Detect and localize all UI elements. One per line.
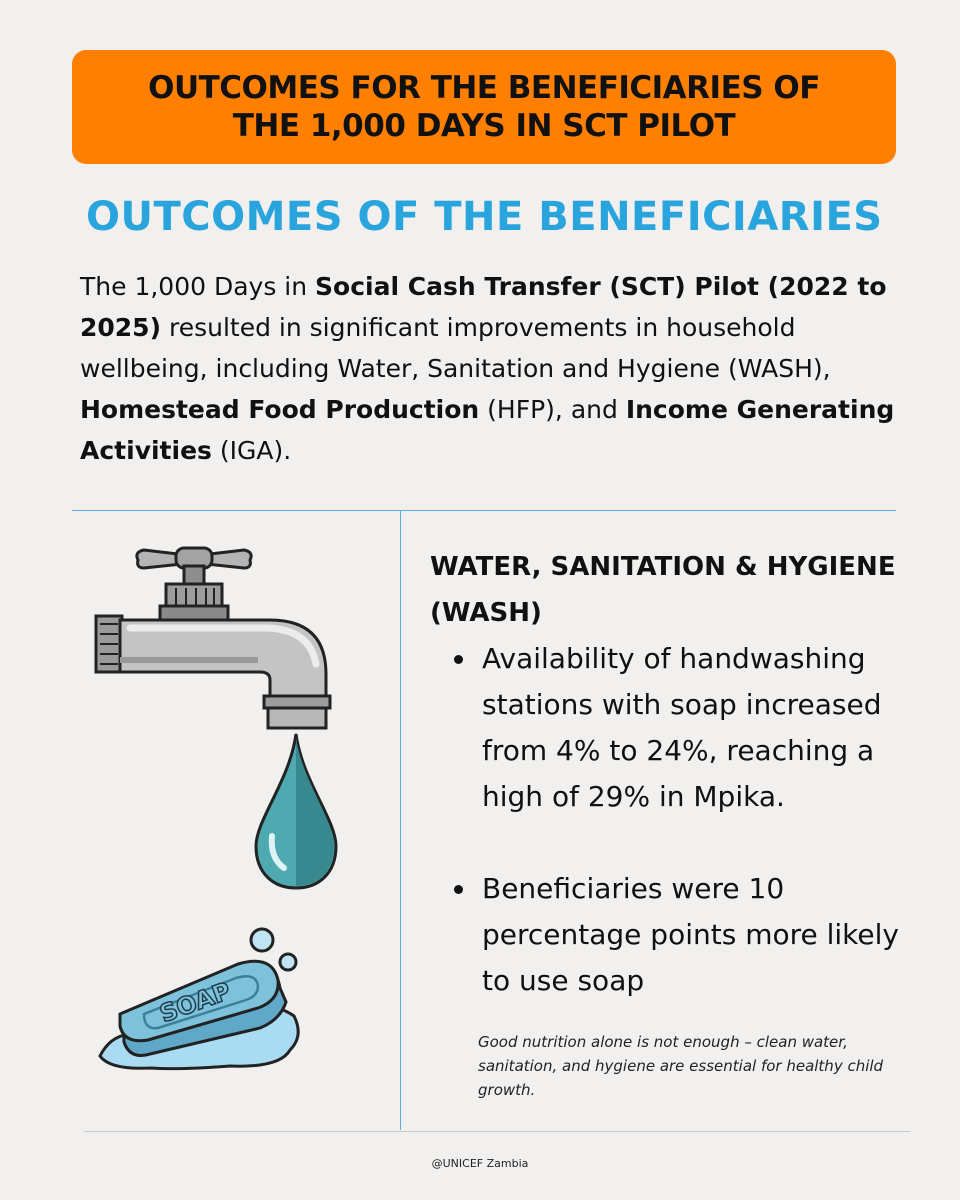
intro-text-3: (HFP), and	[479, 395, 626, 424]
vertical-divider	[400, 510, 401, 1130]
section-heading: OUTCOMES OF THE BENEFICIARIES	[86, 194, 883, 240]
water-tap-icon	[96, 548, 330, 728]
intro-text-4: (IGA).	[211, 436, 292, 465]
intro-bold-iga: Income Generating Activities	[80, 395, 895, 465]
banner-title	[148, 69, 820, 145]
bullet-text: Beneficiaries were 10 percentage points more likely to use soap	[482, 872, 899, 997]
soap-bar-icon	[100, 961, 298, 1068]
list-item	[430, 866, 930, 1004]
wash-heading-line1: WATER, SANITATION & HYGIENE	[430, 552, 896, 582]
wash-heading-line2: (WASH)	[430, 598, 542, 628]
footer-divider	[84, 1131, 910, 1132]
credit-text: @UNICEF Zambia	[431, 1157, 529, 1170]
list-item	[430, 636, 930, 820]
water-drop-icon	[256, 734, 336, 888]
wash-heading	[430, 544, 930, 636]
banner-title-line2: THE 1,000 DAYS IN SCT PILOT	[232, 108, 736, 144]
horizontal-divider	[72, 510, 896, 511]
intro-text-2: resulted in significant improvements in household wellbeing, including Water, Sanitation and Hygiene (WASH),	[80, 313, 831, 383]
banner-title-line1: OUTCOMES FOR THE BENEFICIARIES OF	[148, 70, 820, 106]
soap-label: SOAP	[156, 976, 235, 1029]
title-banner	[72, 50, 896, 164]
intro-text-1: The 1,000 Days in	[80, 272, 316, 301]
nutrition-note: Good nutrition alone is not enough – clean water, sanitation, and hygiene are essential for healthy child growth.	[478, 1033, 884, 1099]
intro-paragraph	[80, 266, 920, 471]
intro-bold-sct: Social Cash Transfer (SCT) Pilot (2022 to 2025)	[80, 272, 887, 342]
wash-bullet-list	[430, 636, 930, 1004]
bullet-text: Availability of handwashing stations with soap increased from 4% to 24%, reaching a high of 29% in Mpika.	[482, 642, 882, 813]
bullet-dot-icon	[454, 885, 463, 894]
bullet-dot-icon	[454, 655, 463, 664]
wash-illustration	[90, 540, 350, 1080]
intro-bold-hfp: Homestead Food Production	[80, 395, 480, 424]
